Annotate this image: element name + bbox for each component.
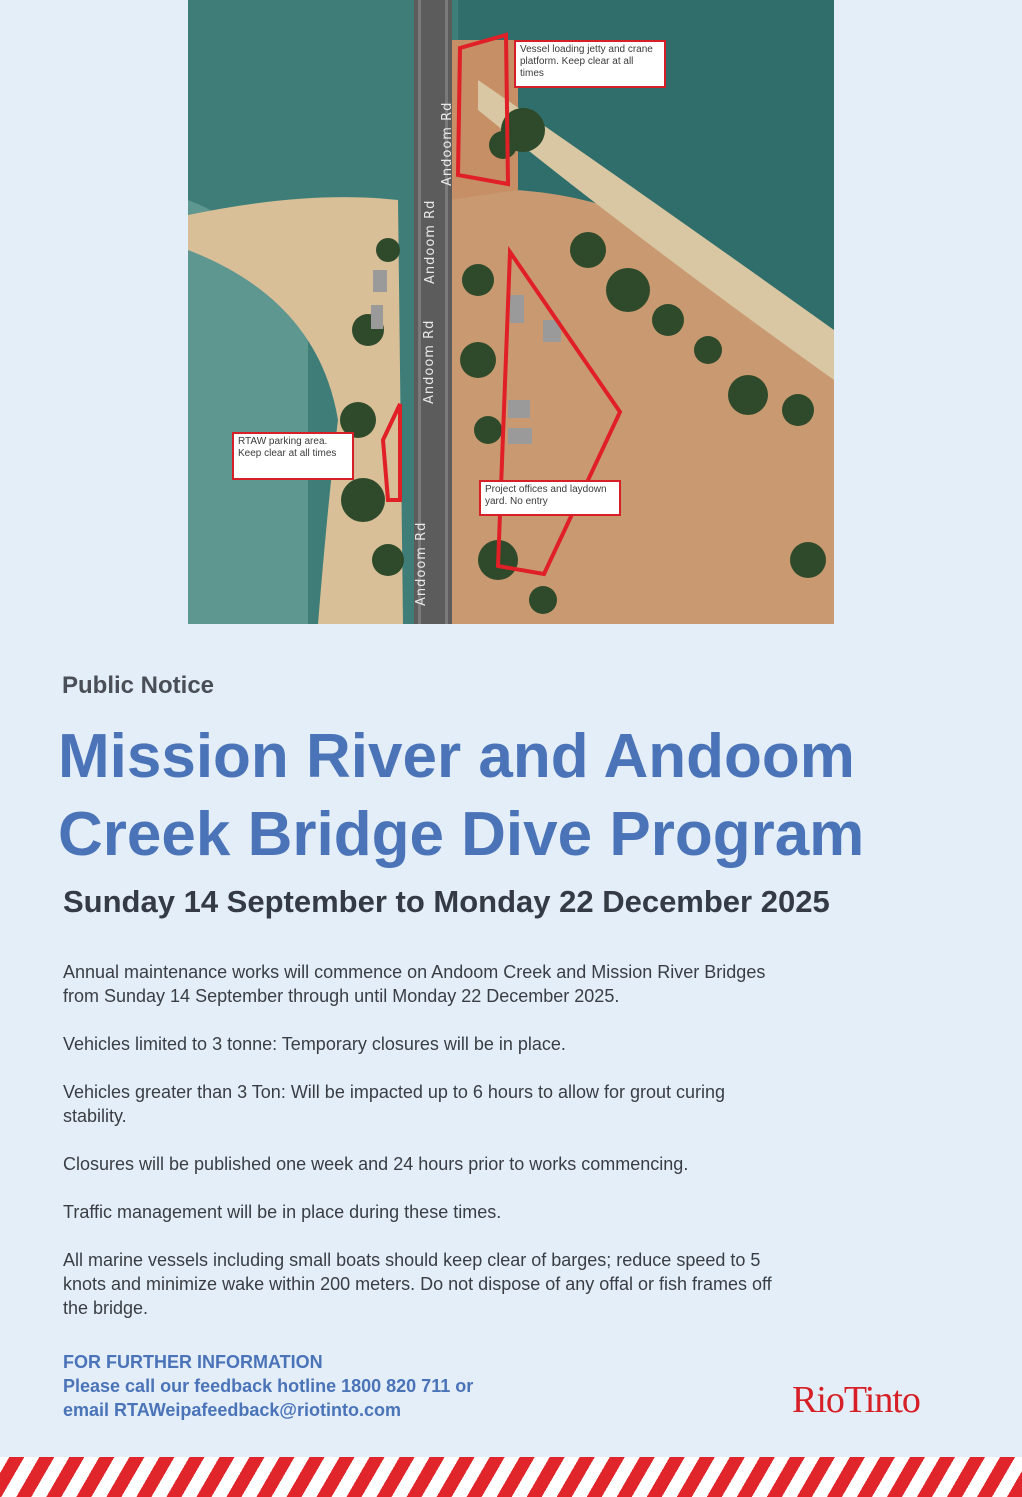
page-title: Mission River and Andoom Creek Bridge Dive Program — [58, 722, 865, 869]
rio-tinto-logo: RioTinto — [792, 1379, 920, 1421]
body-paragraph: Closures will be published one week and 24 hours prior to works commencing. — [63, 1154, 689, 1174]
hazard-stripe-border — [0, 1457, 1022, 1497]
date-range: Sunday 14 September to Monday 22 December 2025 — [63, 884, 830, 919]
body-paragraph: All marine vessels including small boats should keep clear of barges; reduce speed to 5 knots and minimize wake within 200 meters. Do not dispose of any offal or fish frames off the bridge. — [63, 1250, 772, 1318]
contact-heading: FOR FURTHER INFORMATION — [63, 1352, 323, 1372]
road-label: Andoom Rd — [423, 199, 438, 284]
road-label: Andoom Rd — [414, 521, 429, 606]
callout-jetty: Vessel loading jetty and crane platform. Keep clear at all times — [514, 40, 666, 88]
body-paragraph: Traffic management will be in place during these times. — [63, 1202, 502, 1222]
road-label: Andoom Rd — [422, 319, 437, 404]
contact-block — [63, 1350, 473, 1422]
site-map — [188, 0, 834, 624]
callout-parking: RTAW parking area. Keep clear at all times — [232, 432, 354, 480]
notice-label: Public Notice — [62, 672, 215, 699]
road-label: Andoom Rd — [440, 101, 455, 186]
body-paragraph: Vehicles limited to 3 tonne: Temporary closures will be in place. — [63, 1034, 566, 1054]
body-paragraph: Vehicles greater than 3 Ton: Will be impacted up to 6 hours to allow for grout curing stability. — [63, 1082, 726, 1126]
notice-body — [63, 960, 793, 1344]
body-paragraph: Annual maintenance works will commence on Andoom Creek and Mission River Bridges from Sunday 14 September through until Monday 22 December 2025. — [63, 962, 766, 1006]
callout-offices: Project offices and laydown yard. No entry — [479, 480, 621, 516]
contact-hotline: Please call our feedback hotline 1800 820 711 or — [63, 1376, 474, 1396]
contact-email[interactable]: email RTAWeipafeedback@riotinto.com — [63, 1400, 401, 1420]
aerial-map-image — [188, 0, 834, 624]
